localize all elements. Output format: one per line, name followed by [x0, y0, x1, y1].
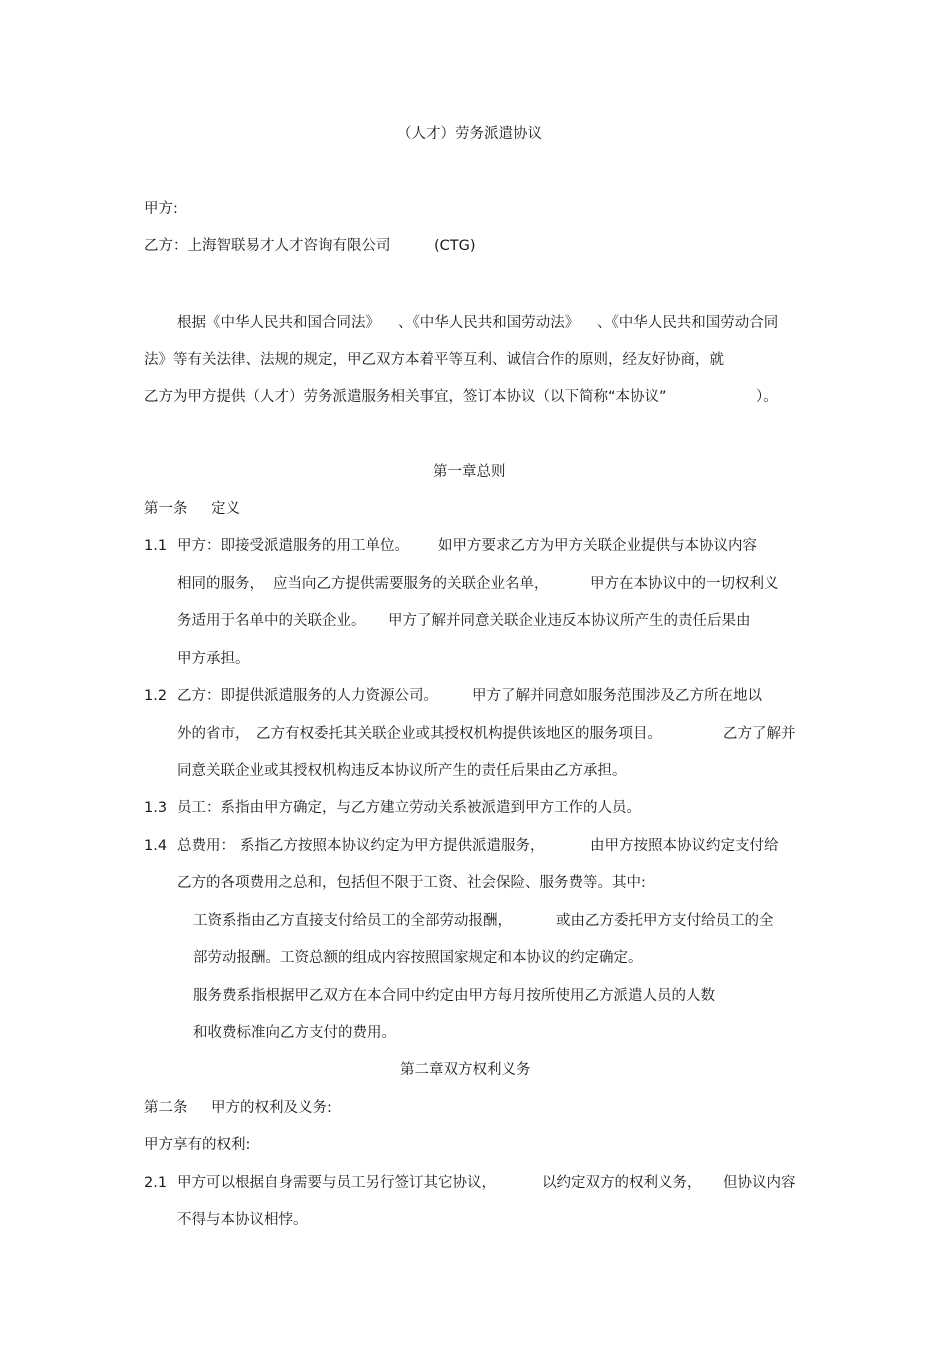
fee-def-line1: 服务费系指根据甲乙双方在本合同中约定由甲方每月按所使用乙方派遣人员的人数: [193, 988, 715, 1004]
chapter1-heading: 第一章总则: [433, 464, 506, 480]
fee-def-line2: 和收费标准向乙方支付的费用。: [193, 1025, 396, 1041]
clause-1-3-line1: 员工：系指由甲方确定，与乙方建立劳动关系被派遣到甲方工作的人员。: [177, 800, 641, 816]
clause-1-1-line4: 甲方承担。: [177, 651, 250, 667]
preamble-line1-c: 、《中华人民共和国劳动合同: [597, 315, 779, 331]
clause-1-4-line2: 乙方的各项费用之总和，包括但不限于工资、社会保险、服务费等。其中:: [177, 875, 646, 891]
clause-1-4-line1-a: 总费用：: [177, 838, 235, 854]
clause-1-1-line2-b: 应当向乙方提供需要服务的关联企业名单，: [273, 576, 549, 592]
preamble-line1-b: 、《中华人民共和国劳动法》: [398, 315, 580, 331]
clause-1-1-line2-c: 甲方在本协议中的一切权利义: [590, 576, 779, 592]
clause-2-1-line1-b: 以约定双方的权利义务，: [542, 1175, 702, 1191]
document-title: （人才）劳务派遣协议: [397, 126, 542, 142]
preamble-line2: 法》等有关法律、法规的规定，甲乙双方本着平等互利、诚信合作的原则，经友好协商，就: [144, 352, 724, 368]
party-b-abbr: (CTG): [434, 238, 476, 254]
clause-1-1-line1-a: 甲方：即接受派遣服务的用工单位。: [177, 538, 409, 554]
clause-2-1-line2: 不得与本协议相悖。: [177, 1212, 308, 1228]
wage-def-line1-b: 或由乙方委托甲方支付给员工的全: [556, 913, 774, 929]
party-a-label: 甲方:: [144, 201, 178, 217]
article2-label: 第二条: [144, 1100, 188, 1116]
preamble-line3-a: 乙方为甲方提供（人才）劳务派遣服务相关事宜，签订本协议（以下简称“本协议”: [144, 389, 667, 405]
clause-1-2-line2-a: 外的省市，: [177, 726, 250, 742]
preamble-line1-a: 根据《中华人民共和国合同法》: [177, 315, 380, 331]
clause-2-1-line1-c: 但协议内容: [723, 1175, 796, 1191]
clause-1-3-number: 1.3: [144, 800, 168, 816]
clause-1-1-line1-b: 如甲方要求乙方为甲方关联企业提供与本协议内容: [438, 538, 757, 554]
article1-title: 定义: [211, 501, 240, 517]
clause-1-1-number: 1.1: [144, 538, 168, 554]
article2-title: 甲方的权利及义务:: [211, 1100, 332, 1116]
clause-1-4-line1-b: 系指乙方按照本协议约定为甲方提供派遣服务，: [240, 838, 545, 854]
party-b-name: 乙方：上海智联易才人才咨询有限公司: [144, 238, 391, 254]
party-a-rights-heading: 甲方享有的权利:: [144, 1137, 251, 1153]
clause-2-1-line1-a: 甲方可以根据自身需要与员工另行签订其它协议，: [177, 1175, 496, 1191]
clause-1-2-line2-b: 乙方有权委托其关联企业或其授权机构提供该地区的服务项目。: [256, 726, 662, 742]
article1-label: 第一条: [144, 501, 188, 517]
wage-def-line1-a: 工资系指由乙方直接支付给员工的全部劳动报酬，: [193, 913, 512, 929]
clause-1-1-line3-a: 务适用于名单中的关联企业。: [177, 613, 366, 629]
clause-1-2-line1-b: 甲方了解并同意如服务范围涉及乙方所在地以: [472, 688, 762, 704]
wage-def-line2: 部劳动报酬。工资总额的组成内容按照国家规定和本协议的约定确定。: [193, 950, 643, 966]
clause-1-1-line3-b: 甲方了解并同意关联企业违反本协议所产生的责任后果由: [388, 613, 751, 629]
clause-1-2-line2-c: 乙方了解并: [723, 726, 796, 742]
clause-1-2-line1-a: 乙方：即提供派遣服务的人力资源公司。: [177, 688, 438, 704]
chapter2-heading: 第二章双方权利义务: [400, 1062, 531, 1078]
clause-1-2-line3: 同意关联企业或其授权机构违反本协议所产生的责任后果由乙方承担。: [177, 763, 627, 779]
preamble-line3-b: ）。: [756, 389, 778, 405]
clause-1-1-line2-a: 相同的服务，: [177, 576, 264, 592]
clause-1-2-number: 1.2: [144, 688, 168, 704]
clause-2-1-number: 2.1: [144, 1175, 168, 1191]
clause-1-4-number: 1.4: [144, 838, 168, 854]
clause-1-4-line1-c: 由甲方按照本协议约定支付给: [590, 838, 779, 854]
